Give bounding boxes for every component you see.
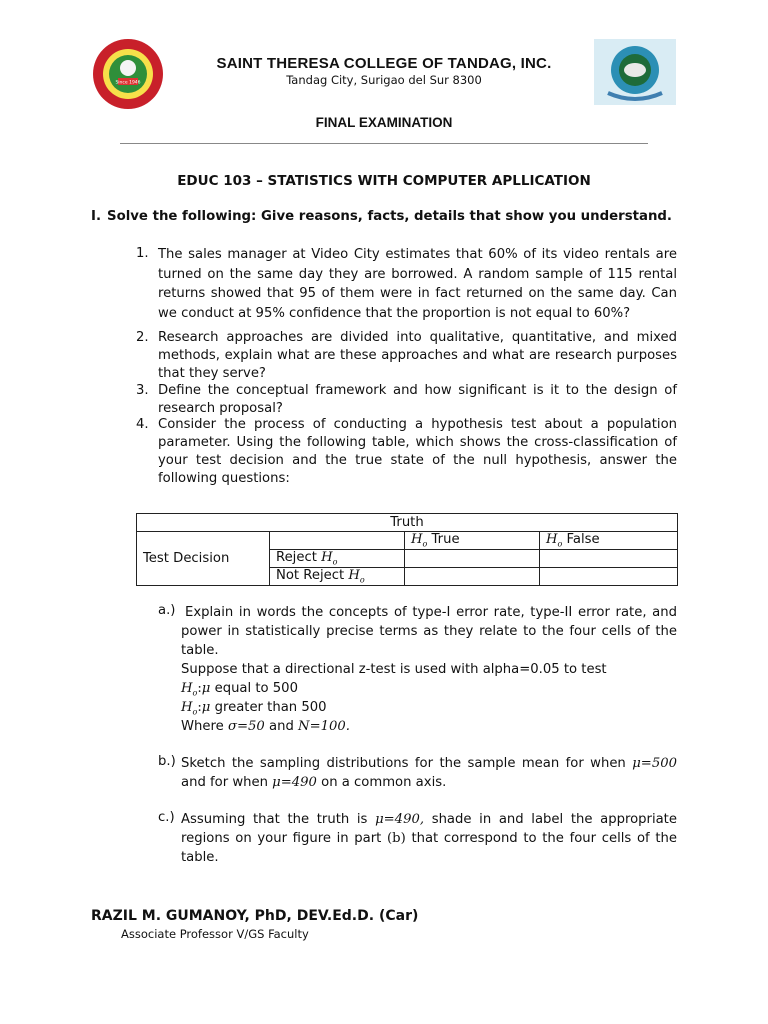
table-row [137,514,678,532]
alternative-hypothesis: $H_o:\mu$ greater than 500 [181,700,327,717]
question-text: Research approaches are divided into qualitative, quantitative, and mixed methods, explain what are these approaches and what are research purposes that they serve? [158,330,677,381]
question-number: 3. [136,383,149,398]
subquestion-label: c.) [158,810,175,825]
question-number: 1. [136,246,149,261]
question-text: Consider the process of conducting a hypothesis test about a population parameter. Using the following table, which shows the cross-classification of your test decision and the true state of the null hypothesis, answer the following questions: [158,417,677,486]
header-divider [120,143,648,144]
table-cell [405,568,540,586]
table-cell [270,532,405,550]
table-cell [540,568,678,586]
null-hypothesis: $H_o:\mu$ equal to 500 [181,681,298,698]
not-reject-h0-label: Not Reject $H_o$ [270,568,405,586]
subquestion-a-setup: Suppose that a directional z-test is used with alpha=0.05 to test [181,662,607,677]
subquestion-b-text: Sketch the sampling distributions for the sample mean for when μ=500 and for when μ=490 on a common axis. [181,756,677,790]
subquestion-c-text: Assuming that the truth is μ=490, shade in and label the appropriate regions on your figure in part (b) that correspond to the four cells of the table. [181,812,677,865]
decision-truth-table [136,513,678,586]
section-heading-text: Solve the following: Give reasons, facts, details that show you understand. [107,209,672,224]
school-address: Tandag City, Surigao del Sur 8300 [286,73,482,87]
h0-false-header: $H_o$ False [540,532,678,550]
subquestion-a-text: Explain in words the concepts of type-I error rate, type-II error rate, and power in statistically precise terms as they relate to the four cells of the table. [181,605,677,658]
question-text: The sales manager at Video City estimates that 60% of its video rentals are turned on the same day they are borrowed. A random sample of 115 rental returns showed that 95 of them were in fact returned on the same day. Can we conduct at 95% confidence that the proportion is not equal to 60%? [158,247,677,321]
table-cell [540,550,678,568]
exam-title: FINAL EXAMINATION [315,115,453,130]
course-title: EDUC 103 – STATISTICS WITH COMPUTER APLLICATION [177,173,591,189]
parameters-line: Where σ=50 and N=100. [181,719,350,734]
signer-name: RAZIL M. GUMANOY, PhD, DEV.Ed.D. (Car) [91,908,419,924]
school-name: SAINT THERESA COLLEGE OF TANDAG, INC. [216,55,552,72]
graduate-school-logo [594,39,676,105]
subquestion-label: a.) [158,603,176,618]
h0-true-header: $H_o$ True [405,532,540,550]
section-number: I. [91,209,101,224]
table-row [137,532,678,550]
subquestion-label: b.) [158,754,176,769]
truth-header: Truth [137,514,678,532]
reject-h0-label: Reject $H_o$ [270,550,405,568]
test-decision-label: Test Decision [137,532,270,586]
table-cell [405,550,540,568]
signer-title: Associate Professor V/GS Faculty [121,927,309,941]
section-heading [91,209,672,224]
question-text: Define the conceptual framework and how significant is it to the design of research proposal? [158,383,677,416]
question-number: 4. [136,417,149,432]
seal-since-text: Since 1946 [115,80,141,86]
question-number: 2. [136,330,149,345]
